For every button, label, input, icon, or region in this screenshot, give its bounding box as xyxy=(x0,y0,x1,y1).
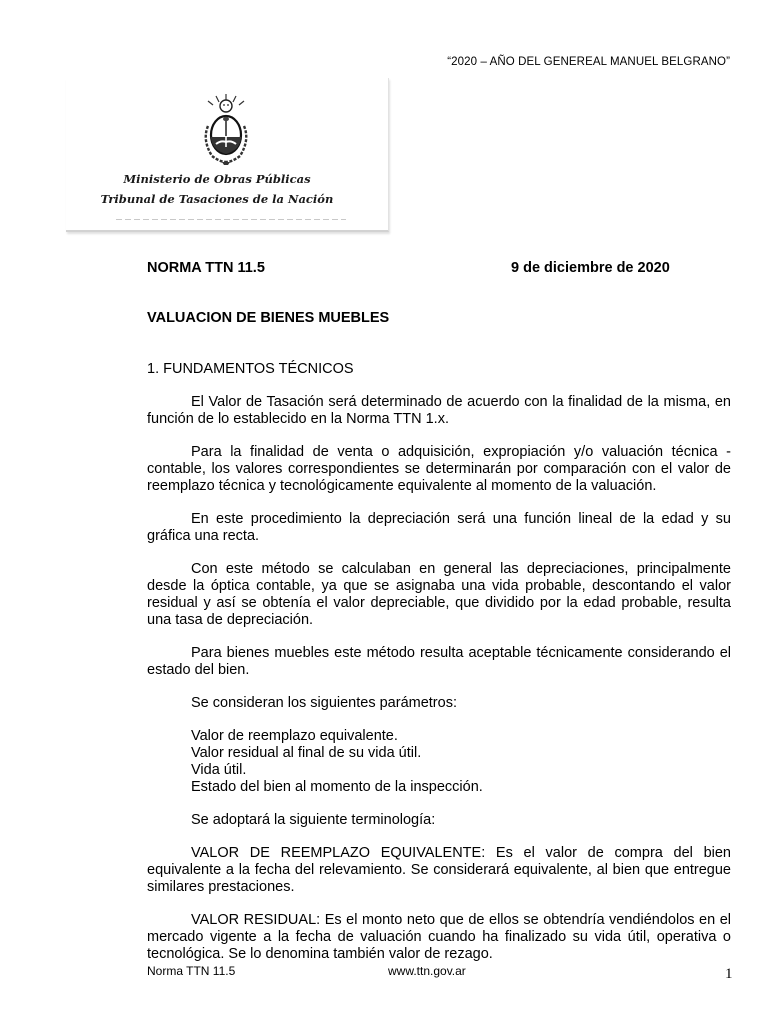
norma-id: NORMA TTN 11.5 xyxy=(147,260,265,276)
list-item: Valor de reemplazo equivalente. xyxy=(191,728,398,744)
paragraph: Se consideran los siguientes parámetros: xyxy=(191,695,457,711)
tribunal-name: Tribunal de Tasaciones de la Nación xyxy=(100,192,334,206)
definition-paragraph: VALOR DE REEMPLAZO EQUIVALENTE: Es el valor de compra del bien equivalente a la fecha del relevamiento. Se considerará equivalente, al bien que entregue similares prestaciones. xyxy=(147,845,731,895)
list-item: Valor residual al final de su vida útil. xyxy=(191,745,422,761)
document-title: VALUACION DE BIENES MUEBLES xyxy=(147,310,390,326)
definition-paragraph: VALOR RESIDUAL: Es el monto neto que de ellos se obtendría vendiéndolos en el mercado vigente a la fecha de valuación cuando ha finalizado su vida útil, operativa o tecnológica. Se lo denomina también valor de rezago. xyxy=(147,912,731,962)
paragraph: Para la finalidad de venta o adquisición, expropiación y/o valuación técnica - contable, los valores correspondientes se determinarán por comparación con el valor de reemplazo técnica y tecnológicamente equivalente al momento de la valuación. xyxy=(147,444,731,494)
document-body xyxy=(147,361,731,979)
letterhead-divider xyxy=(116,219,346,220)
paragraph: El Valor de Tasación será determinado de acuerdo con la finalidad de la misma, en función de lo establecido en la Norma TTN 1.x. xyxy=(147,394,731,427)
paragraph: Con este método se calculaban en general las depreciaciones, principalmente desde la óptica contable, ya que se asignaba una vida probable, descontando el valor residual y así se obtenía el valor depreciable, que dividido por la edad probable, resulta una tasa de depreciación. xyxy=(147,561,731,628)
parameters-list xyxy=(191,728,731,796)
footer-norma-id: Norma TTN 11.5 xyxy=(147,964,236,978)
paragraph: En este procedimiento la depreciación será una función lineal de la edad y su gráfica una recta. xyxy=(147,511,731,544)
page-number: 1 xyxy=(725,966,733,982)
footer-website: www.ttn.gov.ar xyxy=(388,964,466,978)
header-motto: “2020 – AÑO DEL GENEREAL MANUEL BELGRANO” xyxy=(447,56,730,68)
norma-date: 9 de diciembre de 2020 xyxy=(511,260,670,276)
list-item: Vida útil. xyxy=(191,762,247,778)
argentine-coat-of-arms-icon xyxy=(194,92,258,166)
paragraph: Se adoptará la siguiente terminología: xyxy=(191,812,436,828)
letterhead xyxy=(66,78,389,232)
paragraph: Para bienes muebles este método resulta aceptable técnicamente considerando el estado del bien. xyxy=(147,645,731,678)
ministry-name: Ministerio de Obras Públicas xyxy=(123,172,311,186)
section-heading: 1. FUNDAMENTOS TÉCNICOS xyxy=(147,361,354,377)
list-item: Estado del bien al momento de la inspección. xyxy=(191,779,483,795)
